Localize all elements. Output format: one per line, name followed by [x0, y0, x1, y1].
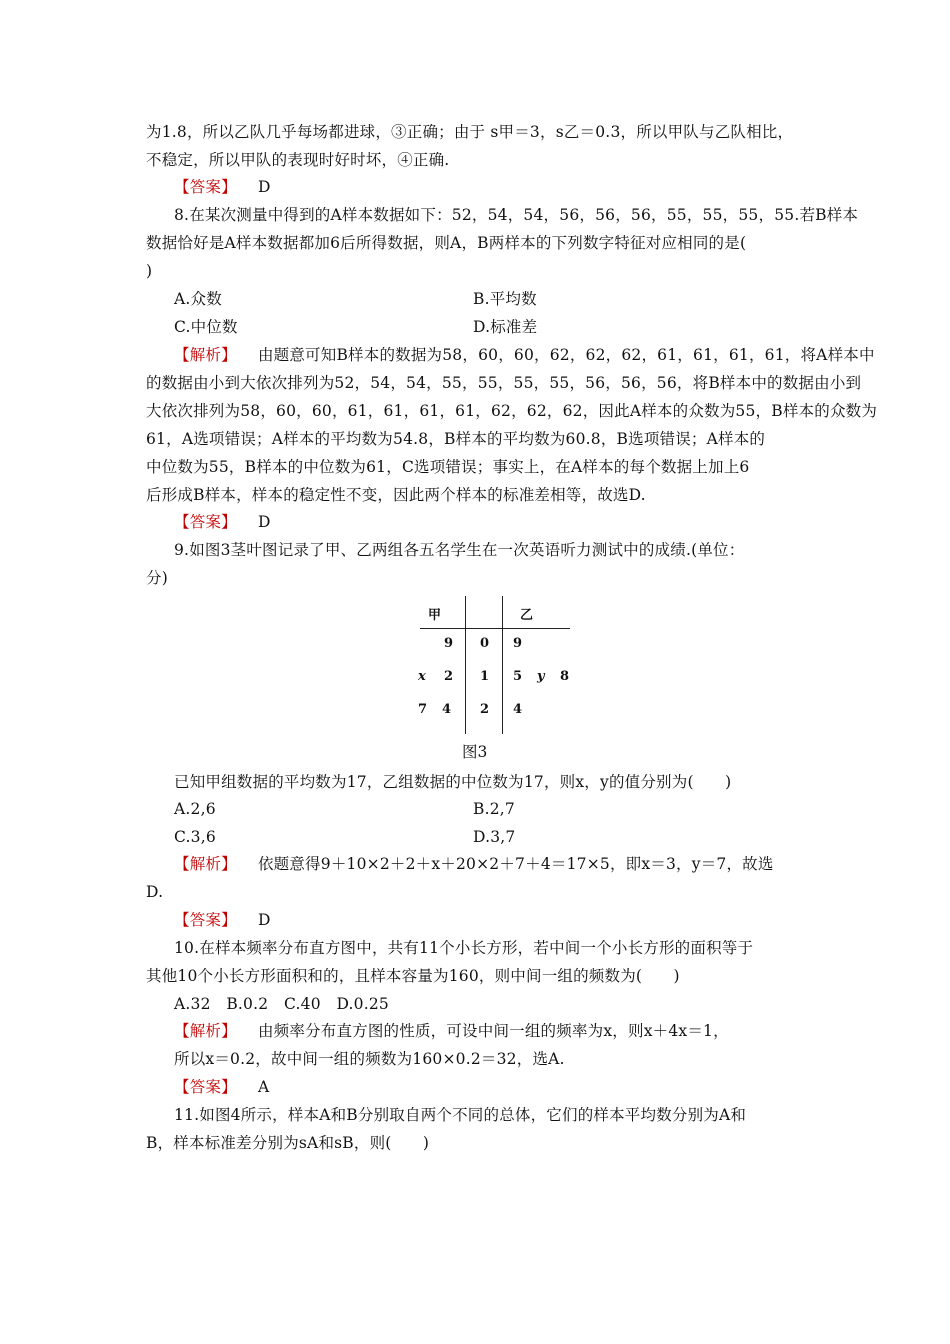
answer-tag: 【答案】 — [174, 513, 237, 531]
text-line: 已知甲组数据的平均数为17，乙组数据的中位数为17，则x，y的值分别为( ) — [174, 773, 732, 791]
answer-value: A — [257, 1078, 270, 1096]
stem-value: 0 — [480, 636, 490, 651]
explanation-text: 依题意得9＋10×2＋2＋x＋20×2＋7＋4＝17×5，即x＝3，y＝7，故选 — [257, 855, 774, 873]
question-9: 9.如图3茎叶图记录了甲、乙两组各五名学生在一次英语听力测试中的成绩.(单位： — [174, 541, 745, 559]
leaf: 5 — [513, 669, 523, 684]
option-c: C.中位数 — [174, 318, 238, 336]
leaf-variable: y — [537, 669, 545, 684]
leaf-variable: x — [418, 669, 426, 684]
question-10: 10.在样本频率分布直方图中，共有11个小长方形，若中间一个小长方形的面积等于 — [174, 939, 754, 957]
answer-tag: 【答案】 — [174, 911, 237, 929]
header-left: 甲 — [428, 608, 442, 623]
stem-leaf-figure — [410, 596, 575, 736]
answer-value: D — [257, 513, 271, 531]
text-line: D. — [146, 883, 164, 901]
explanation-10 — [174, 1017, 729, 1045]
answer-line-8 — [174, 508, 271, 536]
text-line: 分) — [146, 569, 168, 587]
text-line: 的数据由小到大依次排列为52，54，54，55，55，55，55，56，56，56，将B样本中的数据由小到 — [146, 374, 862, 392]
text-line: B，样本标准差分别为sA和sB，则( ) — [146, 1134, 430, 1152]
text-line: ) — [146, 262, 153, 280]
question-11: 11.如图4所示，样本A和B分别取自两个不同的总体，它们的样本平均数分别为A和 — [174, 1106, 747, 1124]
header-right: 乙 — [520, 608, 534, 623]
options-line: A.32 B.0.2 C.40 D.0.25 — [174, 995, 389, 1013]
text-line: 大依次排列为58，60，60，61，61，61，61，62，62，62，因此A样本的众数为55，B样本的众数为 — [146, 402, 878, 420]
text-line: 所以x＝0.2，故中间一组的频数为160×0.2＝32，选A. — [174, 1050, 565, 1068]
answer-line-9 — [174, 906, 271, 934]
answer-value: D — [257, 911, 271, 929]
stem-value: 2 — [480, 702, 490, 717]
stem-value: 1 — [480, 669, 490, 684]
option-b: B.2,7 — [473, 800, 515, 818]
explanation-tag: 【解析】 — [174, 855, 237, 873]
text-line: 后形成B样本，样本的稳定性不变，因此两个样本的标准差相等，故选D. — [146, 486, 646, 504]
left-divider — [465, 596, 466, 734]
leaf: 9 — [444, 636, 454, 651]
option-a: A.2,6 — [174, 800, 216, 818]
option-c: C.3,6 — [174, 828, 216, 846]
text-line: 数据恰好是A样本数据都加6后所得数据，则A，B两样本的下列数字特征对应相同的是( — [146, 234, 747, 252]
explanation-text: 由题意可知B样本的数据为58，60，60，62，62，62，61，61，61，61，将A样本中 — [257, 346, 875, 364]
answer-tag: 【答案】 — [174, 1078, 237, 1096]
explanation-tag: 【解析】 — [174, 346, 237, 364]
leaf: 4 — [442, 702, 452, 717]
leaf: 8 — [560, 669, 570, 684]
horizontal-rule — [420, 628, 570, 629]
question-8: 8.在某次测量中得到的A样本数据如下：52，54，54，56，56，56，55，55，55，55.若B样本 — [174, 206, 859, 224]
option-d: D.3,7 — [473, 828, 516, 846]
answer-value: D — [257, 178, 271, 196]
text-line: 其他10个小长方形面积和的，且样本容量为160，则中间一组的频数为( ) — [146, 967, 680, 985]
text-line: 为1.8，所以乙队几乎每场都进球，③正确；由于 s甲＝3，s乙＝0.3，所以甲队与乙队相比， — [146, 123, 794, 141]
option-b: B.平均数 — [473, 290, 537, 308]
text-line: 中位数为55，B样本的中位数为61，C选项错误；事实上，在A样本的每个数据上加上6 — [146, 458, 750, 476]
explanation-tag: 【解析】 — [174, 1022, 237, 1040]
figure-caption: 图3 — [462, 743, 488, 761]
right-divider — [502, 596, 503, 734]
text-line: 61，A选项错误；A样本的平均数为54.8，B样本的平均数为60.8，B选项错误；A样本的 — [146, 430, 766, 448]
leaf: 2 — [444, 669, 454, 684]
leaf: 7 — [418, 702, 428, 717]
leaf: 4 — [513, 702, 523, 717]
answer-line-7 — [174, 173, 271, 201]
answer-tag: 【答案】 — [174, 178, 237, 196]
text-line: 不稳定，所以甲队的表现时好时坏，④正确. — [146, 151, 450, 169]
leaf: 9 — [513, 636, 523, 651]
option-d: D.标准差 — [473, 318, 538, 336]
answer-line-10 — [174, 1073, 269, 1101]
explanation-text: 由频率分布直方图的性质，可设中间一组的频率为x，则x＋4x＝1， — [257, 1022, 729, 1040]
explanation-8 — [174, 341, 875, 369]
option-a: A.众数 — [174, 290, 222, 308]
explanation-9 — [174, 850, 774, 878]
